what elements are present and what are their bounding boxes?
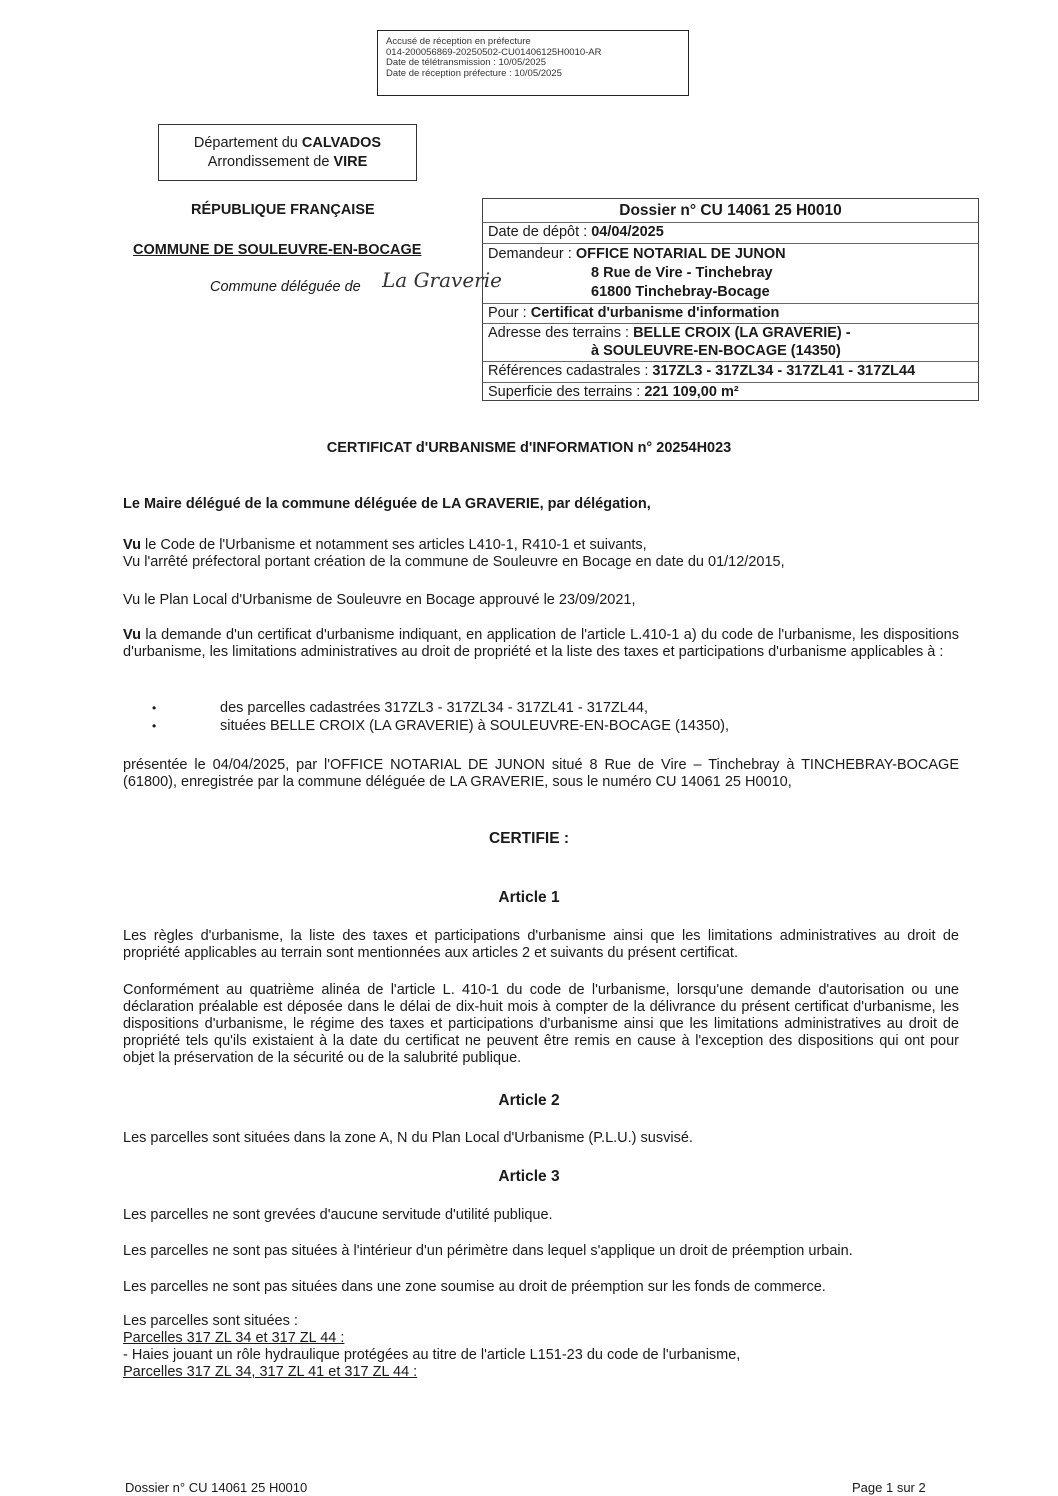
certificat-title: CERTIFICAT d'URBANISME d'INFORMATION n° 20254H023 bbox=[326, 440, 732, 456]
parcels-situation bbox=[123, 1313, 959, 1381]
vu-line bbox=[123, 537, 959, 554]
depot-date-row bbox=[483, 223, 978, 244]
situation-intro: Les parcelles sont situées : bbox=[123, 1313, 298, 1329]
field-label: Superficie des terrains : bbox=[488, 383, 645, 400]
list-item bbox=[152, 700, 872, 718]
parcel-group-heading: Parcelles 317 ZL 34 et 317 ZL 44 : bbox=[123, 1330, 345, 1346]
field-label: Pour : bbox=[488, 304, 531, 321]
presentee-paragraph: présentée le 04/04/2025, par l'OFFICE NOTARIAL DE JUNON situé 8 Rue de Vire – Tinchebray à TINCHEBRAY-BOCAGE (61800), enregistrée par la commune déléguée de LA GRAVERIE, sous le numéro CU 14061 25 H0010, bbox=[123, 757, 959, 790]
bullet-icon: • bbox=[152, 701, 157, 715]
commune-heading: COMMUNE DE SOULEUVRE-EN-BOCAGE bbox=[133, 242, 422, 258]
field-value: 317ZL3 - 317ZL34 - 317ZL41 - 317ZL44 bbox=[652, 363, 916, 379]
department-label: Département du bbox=[193, 135, 302, 151]
arrondissement-line bbox=[159, 153, 416, 172]
vu-line: Vu l'arrêté préfectoral portant création de la commune de Souleuvre en Bocage en date du 01/12/2015, bbox=[123, 554, 785, 570]
article-2-paragraph: Les parcelles sont situées dans la zone A, N du Plan Local d'Urbanisme (P.L.U.) susvisé. bbox=[123, 1130, 693, 1146]
list-item bbox=[152, 718, 872, 736]
superficie-row bbox=[483, 383, 978, 403]
stamp-line: Date de réception préfecture : 10/05/2025 bbox=[386, 67, 562, 79]
republique-heading: RÉPUBLIQUE FRANÇAISE bbox=[191, 202, 375, 218]
article-3-heading: Article 3 bbox=[498, 1168, 560, 1185]
intro-bold: Le Maire délégué de la commune déléguée de LA GRAVERIE, par délégation, bbox=[123, 496, 651, 512]
vu-block-2 bbox=[123, 627, 959, 661]
stamp-line: 014-200056869-20250502-CU01406125H0010-AR bbox=[386, 46, 602, 58]
article-2-heading: Article 2 bbox=[498, 1092, 560, 1109]
vu-bold: Vu bbox=[123, 627, 141, 643]
field-label: Demandeur : bbox=[488, 245, 576, 262]
dossier-info-box bbox=[482, 198, 979, 401]
field-label: Date de dépôt : bbox=[488, 224, 592, 240]
footer-dossier-number: Dossier n° CU 14061 25 H0010 bbox=[125, 1480, 308, 1495]
commune-deleguee-label: Commune déléguée de bbox=[210, 279, 361, 295]
field-value: BELLE CROIX (LA GRAVERIE) - bbox=[633, 325, 851, 341]
pour-row bbox=[483, 304, 978, 325]
list-item-text: situées BELLE CROIX (LA GRAVERIE) à SOULEUVRE-EN-BOCAGE (14350), bbox=[220, 718, 730, 734]
footer-page-number: Page 1 sur 2 bbox=[852, 1480, 926, 1495]
department-box bbox=[158, 124, 417, 181]
address-line: 61800 Tinchebray-Bocage bbox=[591, 283, 770, 300]
field-label: Références cadastrales : bbox=[488, 363, 653, 379]
article-1-paragraph: Les règles d'urbanisme, la liste des taxes et participations d'urbanisme ainsi que les limitations administratives au droit de propriété applicables au terrain sont mentionnées aux articles 2 et suivants du présent certificat. bbox=[123, 928, 959, 961]
parcel-group-heading: Parcelles 317 ZL 34, 317 ZL 41 et 317 ZL 44 : bbox=[123, 1364, 418, 1380]
parcel-list bbox=[152, 700, 872, 736]
arrondissement-name: VIRE bbox=[333, 154, 368, 170]
dossier-number: Dossier n° CU 14061 25 H0010 bbox=[483, 199, 978, 223]
list-item-text: des parcelles cadastrées 317ZL3 - 317ZL34 - 317ZL41 - 317ZL44, bbox=[220, 700, 649, 716]
vu-text: la demande d'un certificat d'urbanisme indiquant, en application de l'article L.410-1 a) du code de l'urbanisme, les dispositions d'urbanisme, les limitations administratives au droit de propriété et la liste des taxes et participations d'urbanisme applicables à : bbox=[123, 627, 959, 660]
article-1-paragraph: Conformément au quatrième alinéa de l'article L. 410-1 du code de l'urbanisme, lorsqu'une demande d'autorisation ou une déclaration préalable est déposée dans le délai de dix-huit mois à compter de la délivrance du présent certificat d'urbanisme, les dispositions d'urbanisme, le régime des taxes et participations d'urbanisme ainsi que les limitations administratives au droit de propriété tels qu'ils existaient à la date du certificat ne peuvent être remis en cause à l'exception des dispositions qui ont pour objet la préservation de la sécurité ou de la salubrité publique. bbox=[123, 982, 959, 1066]
article-3-paragraph: Les parcelles ne sont pas situées dans une zone soumise au droit de préemption sur les fonds de commerce. bbox=[123, 1279, 826, 1295]
article-1-heading: Article 1 bbox=[498, 889, 560, 906]
address-line: 8 Rue de Vire - Tinchebray bbox=[591, 264, 773, 281]
cadastre-row bbox=[483, 362, 978, 383]
adresse-row bbox=[483, 324, 978, 362]
handwritten-signature: La Graverie bbox=[382, 268, 502, 292]
field-value: à SOULEUVRE-EN-BOCAGE (14350) bbox=[591, 342, 841, 359]
department-line bbox=[159, 134, 416, 153]
arrondissement-label: Arrondissement de bbox=[207, 154, 334, 170]
stamp-line: Date de télétransmission : 10/05/2025 bbox=[386, 57, 547, 68]
vu-line: Vu le Plan Local d'Urbanisme de Souleuvre en Bocage approuvé le 23/09/2021, bbox=[123, 592, 636, 608]
field-value: Certificat d'urbanisme d'information bbox=[530, 304, 780, 321]
prefecture-receipt-stamp bbox=[377, 30, 689, 96]
department-name: CALVADOS bbox=[301, 135, 382, 151]
stamp-line: Accusé de réception en préfecture bbox=[386, 36, 531, 47]
article-3-paragraph: Les parcelles ne sont pas situées à l'intérieur d'un périmètre dans lequel s'applique un droit de préemption urbain. bbox=[123, 1243, 853, 1259]
constraint-line: - Haies jouant un rôle hydraulique protégées au titre de l'article L151-23 du code de l'urbanisme, bbox=[123, 1347, 741, 1363]
field-value: OFFICE NOTARIAL DE JUNON bbox=[575, 245, 786, 262]
field-value: 221 109,00 m² bbox=[644, 383, 739, 400]
field-label: Adresse des terrains : bbox=[488, 325, 634, 341]
vu-block-1 bbox=[123, 537, 959, 571]
demandeur-row bbox=[483, 244, 978, 304]
intro-text bbox=[123, 496, 959, 513]
certifie-heading: CERTIFIE : bbox=[488, 830, 570, 847]
field-value: 04/04/2025 bbox=[591, 224, 664, 240]
vu-bold: Vu bbox=[123, 537, 141, 553]
article-3-paragraph: Les parcelles ne sont grevées d'aucune servitude d'utilité publique. bbox=[123, 1207, 553, 1223]
bullet-icon: • bbox=[152, 719, 157, 733]
vu-text: le Code de l'Urbanisme et notamment ses articles L410-1, R410-1 et suivants, bbox=[141, 537, 647, 553]
